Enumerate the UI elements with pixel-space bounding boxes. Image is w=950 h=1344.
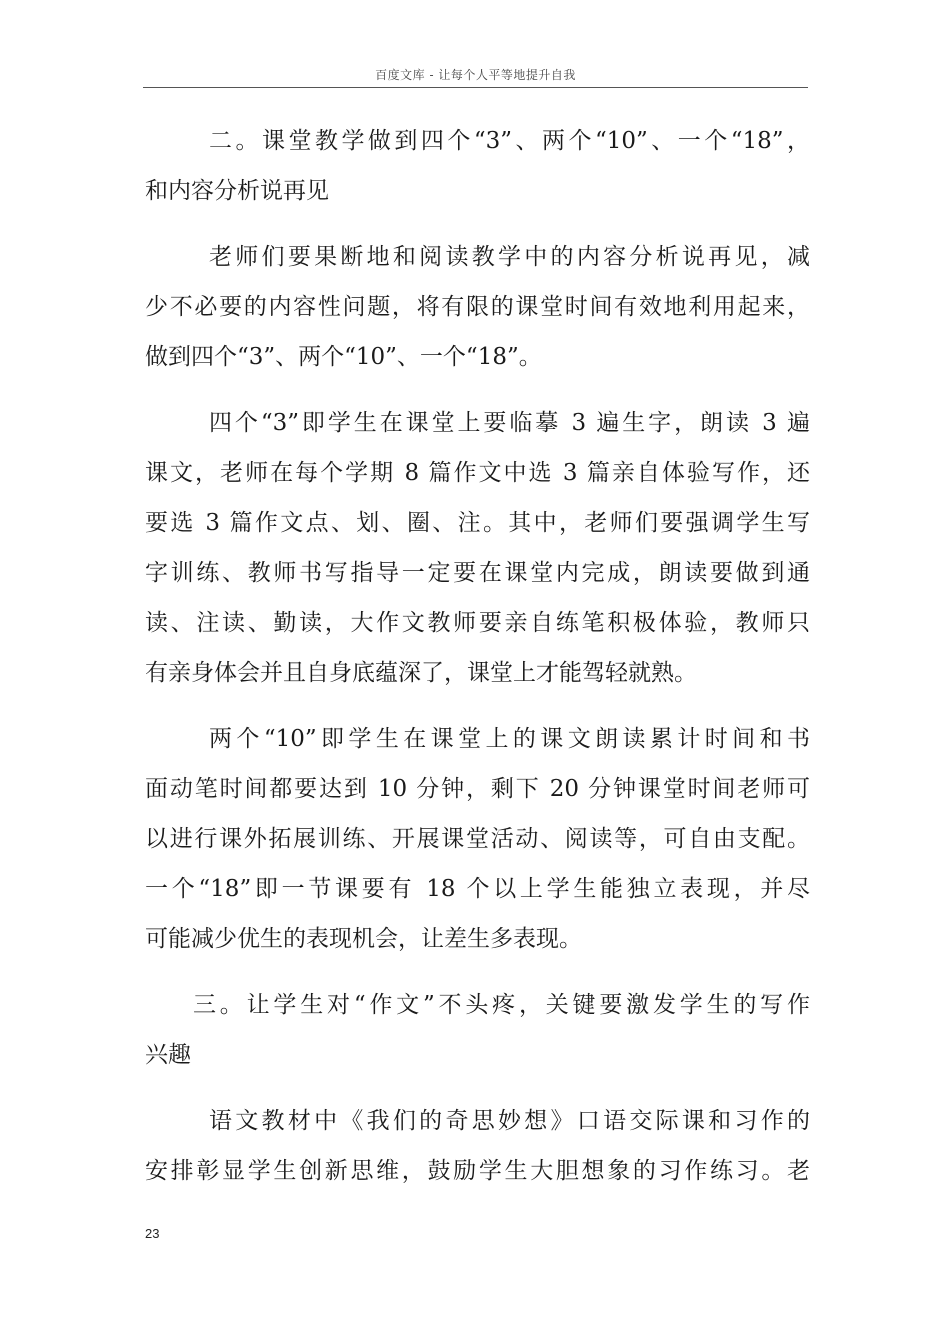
paragraph bbox=[145, 714, 810, 964]
paragraph-heading-two bbox=[145, 116, 810, 216]
paragraph bbox=[145, 232, 810, 382]
text-line: 面动笔时间都要达到 10 分钟，剩下 20 分钟课堂时间老师可 bbox=[145, 776, 810, 802]
text-line: 做到四个“3”、两个“10”、一个“18”。 bbox=[145, 344, 542, 370]
page-number: 23 bbox=[145, 1226, 160, 1241]
text-line: 要选 3 篇作文点、划、圈、注。其中，老师们要强调学生写 bbox=[145, 510, 810, 536]
text-line: 少不必要的内容性问题，将有限的课堂时间有效地利用起来， bbox=[145, 294, 810, 320]
paragraph bbox=[145, 398, 810, 698]
text-line: 课文，老师在每个学期 8 篇作文中选 3 篇亲自体验写作，还 bbox=[145, 460, 810, 486]
text-line: 四个“3”即学生在课堂上要临摹 3 遍生字，朗读 3 遍 bbox=[209, 410, 810, 436]
text-line: 可能减少优生的表现机会，让差生多表现。 bbox=[145, 926, 582, 952]
paragraph bbox=[145, 1096, 810, 1196]
text-line: 有亲身体会并且自身底蕴深了，课堂上才能驾轻就熟。 bbox=[145, 660, 697, 686]
paragraph-heading-three bbox=[145, 980, 810, 1080]
text-line: 安排彰显学生创新思维，鼓励学生大胆想象的习作练习。老 bbox=[145, 1158, 810, 1184]
text-line: 读、注读、勤读，大作文教师要亲自练笔积极体验，教师只 bbox=[145, 610, 810, 636]
header-divider bbox=[143, 87, 808, 88]
page-header: 百度文库 - 让每个人平等地提升自我 bbox=[375, 68, 576, 82]
text-line: 老师们要果断地和阅读教学中的内容分析说再见，减 bbox=[209, 244, 810, 270]
text-line: 两个“10”即学生在课堂上的课文朗读累计时间和书 bbox=[209, 726, 810, 752]
text-line: 兴趣 bbox=[145, 1042, 191, 1068]
text-line: 二。课堂教学做到四个“3”、两个“10”、一个“18”， bbox=[209, 128, 810, 154]
text-line: 一个“18”即一节课要有 18 个以上学生能独立表现，并尽 bbox=[145, 876, 810, 902]
text-line: 三。让学生对“作文”不头疼，关键要激发学生的写作 bbox=[193, 992, 810, 1018]
text-line: 和内容分析说再见 bbox=[145, 178, 329, 204]
document-body bbox=[145, 116, 810, 1196]
text-line: 以进行课外拓展训练、开展课堂活动、阅读等，可自由支配。 bbox=[145, 826, 810, 852]
text-line: 字训练、教师书写指导一定要在课堂内完成，朗读要做到通 bbox=[145, 560, 810, 586]
text-line: 语文教材中《我们的奇思妙想》口语交际课和习作的 bbox=[209, 1108, 810, 1134]
